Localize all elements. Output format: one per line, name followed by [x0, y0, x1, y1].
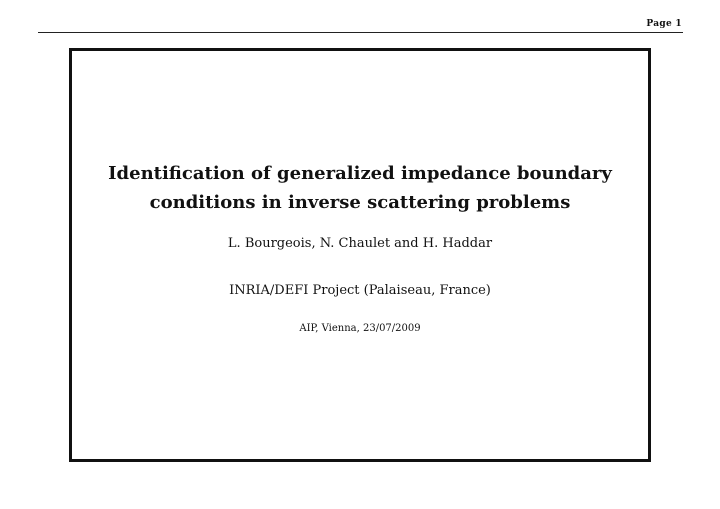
page-number-label: Page 1	[646, 19, 682, 29]
event-info: AIP, Vienna, 23/07/2009	[299, 323, 421, 334]
slide-title	[72, 159, 648, 217]
slide-title-line-1: Identification of generalized impedance boundary	[108, 163, 612, 184]
authors: L. Bourgeois, N. Chaulet and H. Haddar	[227, 236, 493, 251]
affiliation: INRIA/DEFI Project (Palaiseau, France)	[229, 283, 491, 298]
header-divider	[38, 32, 683, 33]
slide-frame	[69, 48, 651, 462]
slide-title-line-2: conditions in inverse scattering problems	[149, 192, 571, 213]
